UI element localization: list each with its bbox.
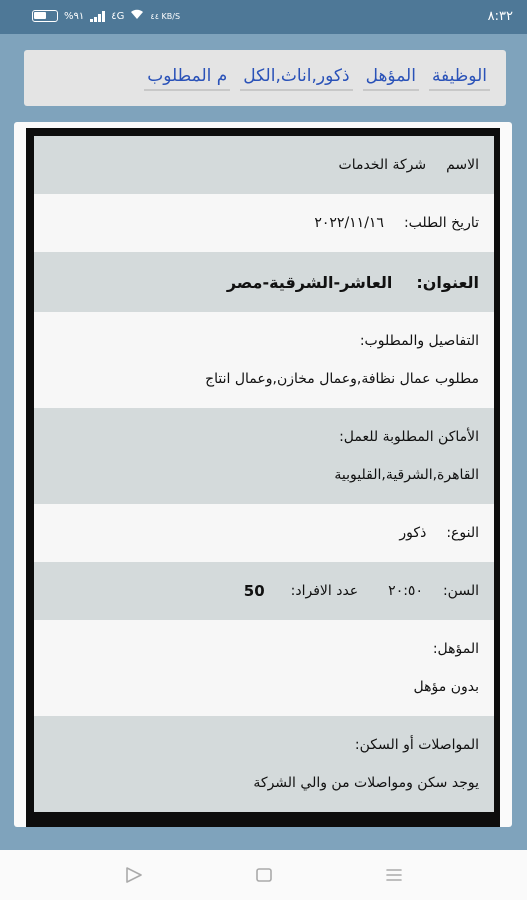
filter-bar: [24, 50, 506, 106]
gender-label: النوع:: [446, 525, 479, 541]
square-home-icon: [255, 866, 273, 884]
age-label: السن:: [442, 583, 479, 599]
job-card: [14, 122, 512, 827]
details-row: [34, 312, 494, 408]
qualification-row: [34, 620, 494, 716]
qualification-label: المؤهل:: [432, 641, 479, 657]
filter-required[interactable]: م المطلوب: [144, 66, 230, 91]
address-value: العاشر-الشرقية-مصر: [226, 272, 393, 292]
filter-gender[interactable]: ذكور,اناث,الكل: [240, 66, 352, 91]
battery-level: %٩١: [64, 10, 85, 22]
status-time: ٨:٣٢: [487, 9, 513, 24]
date-label: تاريخ الطلب:: [403, 215, 479, 231]
network-type: ٤G: [111, 10, 125, 22]
triangle-back-icon: [124, 866, 144, 884]
status-icons: [32, 9, 180, 23]
name-label: الاسم: [446, 157, 479, 173]
transport-value: يوجد سكن ومواصلات من والي الشركة: [253, 775, 479, 791]
back-button[interactable]: [119, 860, 149, 890]
gender-value: ذكور: [399, 525, 427, 541]
menu-recents-icon: [385, 866, 403, 884]
address-label: العنوان:: [416, 272, 479, 292]
signal-icon: [90, 11, 105, 22]
navigation-bar: [0, 850, 527, 900]
date-value: ٢٠٢٢/١١/١٦: [314, 215, 384, 231]
age-value: ٢٠:٥٠: [388, 583, 423, 599]
recents-button[interactable]: [379, 860, 409, 890]
wifi-icon: [130, 9, 144, 23]
gender-row: [34, 504, 494, 562]
count-label: عدد الافراد:: [290, 583, 359, 599]
count-value: 50: [243, 582, 265, 600]
places-label: الأماكن المطلوبة للعمل:: [339, 429, 479, 445]
address-row: [34, 252, 494, 312]
transport-label: المواصلات أو السكن:: [354, 737, 479, 753]
date-row: [34, 194, 494, 252]
details-label: التفاصيل والمطلوب:: [359, 333, 479, 349]
job-card-frame: [26, 128, 500, 827]
status-bar: [0, 0, 527, 34]
battery-icon: [32, 10, 58, 22]
age-row: [34, 562, 494, 620]
home-button[interactable]: [249, 860, 279, 890]
places-value: القاهرة,الشرقية,القليوبية: [334, 467, 479, 483]
filter-job[interactable]: الوظيفة: [429, 66, 490, 91]
network-speed: ٤٤ KB/S: [150, 11, 181, 21]
job-details: [34, 136, 494, 812]
places-row: [34, 408, 494, 504]
filter-qualification[interactable]: المؤهل: [363, 66, 419, 91]
transport-row: [34, 716, 494, 812]
qualification-value: بدون مؤهل: [413, 679, 479, 695]
details-value: مطلوب عمال نظافة,وعمال مخازن,وعمال انتاج: [205, 371, 479, 387]
name-value: شركة الخدمات: [338, 157, 427, 173]
name-row: [34, 136, 494, 194]
